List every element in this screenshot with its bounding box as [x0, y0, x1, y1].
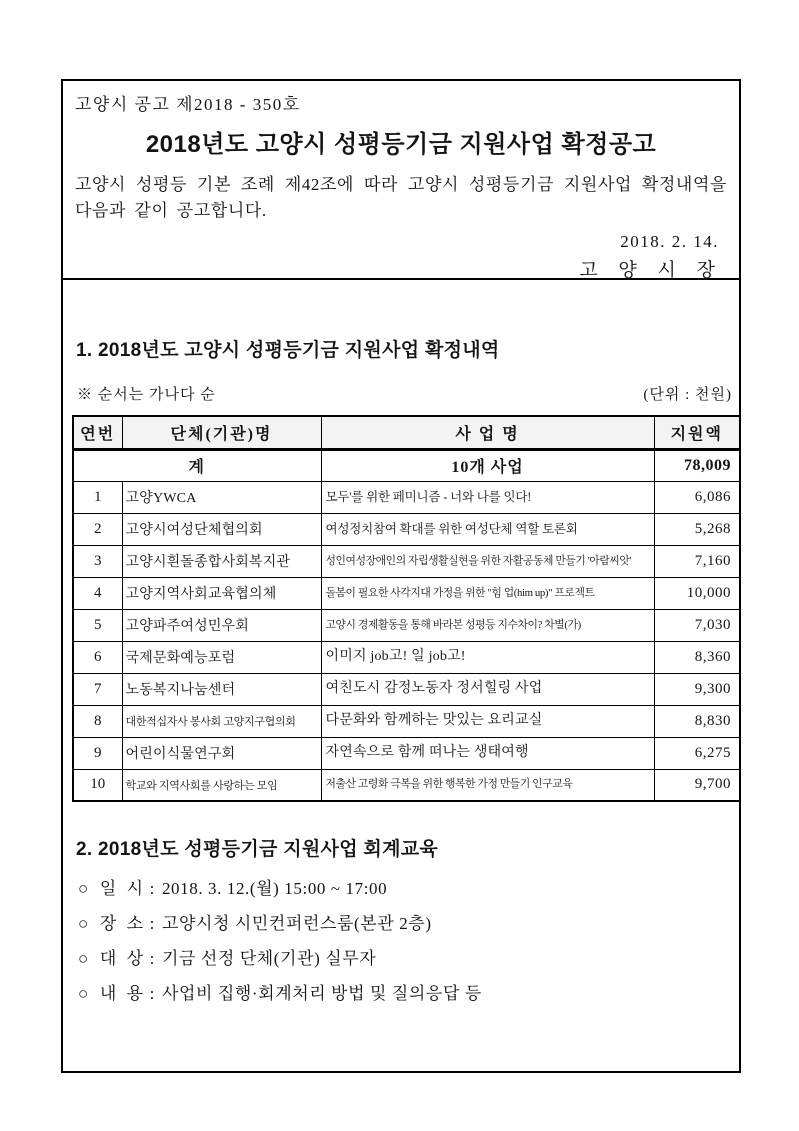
- grants-table-body: [73, 481, 740, 801]
- notice-main-block: [63, 335, 739, 1004]
- notice-body-paragraph: 고양시 성평등 기본 조례 제42조에 따라 고양시 성평등기금 지원사업 확정내역을 다음과 같이 공고합니다.: [75, 175, 727, 221]
- table-note-row: [77, 383, 732, 404]
- education-item-label: 장 소: [99, 914, 144, 933]
- amount-cell: 10,000: [654, 577, 740, 609]
- row-number-cell: 9: [73, 737, 122, 769]
- table-row: [73, 481, 740, 513]
- row-number-cell: 5: [73, 609, 122, 641]
- header-cell-org: 단체(기관)명: [122, 416, 321, 449]
- org-cell: 고양YWCA: [122, 481, 321, 513]
- table-row: [73, 641, 740, 673]
- row-number-cell: 6: [73, 641, 122, 673]
- education-item: [78, 909, 735, 934]
- header-cell-amount: 지원액: [654, 416, 740, 449]
- notice-date: 2018. 2. 14.: [620, 231, 719, 251]
- amount-cell: 7,030: [654, 609, 740, 641]
- education-item-separator: :: [149, 914, 155, 933]
- org-cell: 어린이식물연구회: [122, 737, 321, 769]
- org-cell: 고양시여성단체협의회: [122, 513, 321, 545]
- document-border: [61, 79, 741, 1073]
- education-item-value: 고양시청 시민컨퍼런스룸(본관 2층): [161, 914, 432, 933]
- project-cell: 돌봄이 필요한 사각지대 가정을 위한 "힘 업(him up)" 프로젝트: [321, 577, 654, 609]
- section1-heading: 1. 2018년도 고양시 성평등기금 지원사업 확정내역: [76, 340, 500, 361]
- education-item-label: 내 용: [99, 984, 144, 1003]
- row-number-cell: 8: [73, 705, 122, 737]
- table-row: [73, 609, 740, 641]
- amount-cell: 8,830: [654, 705, 740, 737]
- amount-cell: 8,360: [654, 641, 740, 673]
- org-cell: 고양파주여성민우회: [122, 609, 321, 641]
- grants-table-header: [73, 416, 740, 449]
- project-cell: 모두'를 위한 페미니즘 - 너와 나를 잇다!: [321, 481, 654, 513]
- org-cell: 국제문화예능포럼: [122, 641, 321, 673]
- circle-bullet-icon: ○: [78, 949, 89, 968]
- page-title: 2018년도 고양시 성평등기금 지원사업 확정공고: [145, 131, 657, 158]
- total-label-cell: 계: [73, 449, 321, 481]
- row-number-cell: 10: [73, 769, 122, 801]
- education-item-value: 사업비 집행·회계처리 방법 및 질의응답 등: [161, 984, 482, 1003]
- grants-table: [72, 415, 741, 802]
- education-item-separator: :: [149, 879, 155, 898]
- row-number-cell: 1: [73, 481, 122, 513]
- project-cell: 이미지 job고! 일 job고!: [321, 641, 654, 673]
- amount-cell: 9,300: [654, 673, 740, 705]
- amount-cell: 5,268: [654, 513, 740, 545]
- education-item: [78, 979, 735, 1004]
- amount-cell: 6,086: [654, 481, 740, 513]
- project-cell: 자연속으로 함께 떠나는 생태여행: [321, 737, 654, 769]
- education-item: [78, 944, 735, 969]
- header-row: [73, 416, 740, 449]
- circle-bullet-icon: ○: [78, 879, 89, 898]
- amount-cell: 9,700: [654, 769, 740, 801]
- total-row: [73, 449, 740, 481]
- row-number-cell: 7: [73, 673, 122, 705]
- amount-cell: 6,275: [654, 737, 740, 769]
- project-cell: 고양시 경제활동을 통해 바라본 성평등 지수차이? 차별(가): [321, 609, 654, 641]
- notice-number: 고양시 공고 제2018 - 350호: [75, 95, 301, 114]
- table-row: [73, 737, 740, 769]
- project-cell: 성인여성장애인의 자립생활실현을 위한 자활공동체 만들기 '아람씨앗': [321, 545, 654, 577]
- total-amount-cell: 78,009: [654, 449, 740, 481]
- circle-bullet-icon: ○: [78, 984, 89, 1003]
- education-item-value: 기금 선정 단체(기관) 실무자: [161, 949, 377, 968]
- notice-signer: 고 양 시 장: [579, 259, 723, 281]
- table-row: [73, 673, 740, 705]
- org-cell: 대한적십자사 봉사회 고양지구협의회: [122, 705, 321, 737]
- project-cell: 다문화와 함께하는 맛있는 요리교실: [321, 705, 654, 737]
- education-item-label: 일 시: [99, 879, 144, 898]
- education-item: [78, 874, 735, 899]
- education-item-label: 대 상: [99, 949, 144, 968]
- row-number-cell: 3: [73, 545, 122, 577]
- row-number-cell: 2: [73, 513, 122, 545]
- unit-note: (단위 : 천원): [643, 387, 732, 403]
- education-item-separator: :: [149, 984, 155, 1003]
- project-cell: 저출산 고령화 극복을 위한 행복한 가정 만들기 인구교육: [321, 769, 654, 801]
- table-row: [73, 705, 740, 737]
- section2-heading: 2. 2018년도 성평등기금 지원사업 회계교육: [76, 839, 439, 860]
- org-cell: 노동복지나눔센터: [122, 673, 321, 705]
- org-cell: 학교와 지역사회를 사랑하는 모임: [122, 769, 321, 801]
- org-cell: 고양지역사회교육협의체: [122, 577, 321, 609]
- table-row: [73, 769, 740, 801]
- header-cell-project: 사 업 명: [321, 416, 654, 449]
- row-number-cell: 4: [73, 577, 122, 609]
- project-cell: 여성정치참여 확대를 위한 여성단체 역할 토론회: [321, 513, 654, 545]
- total-project-cell: 10개 사업: [321, 449, 654, 481]
- sort-order-note: ※ 순서는 가나다 순: [77, 387, 216, 403]
- table-row: [73, 545, 740, 577]
- table-row: [73, 577, 740, 609]
- education-item-separator: :: [149, 949, 155, 968]
- education-list: [78, 874, 735, 1004]
- amount-cell: 7,160: [654, 545, 740, 577]
- project-cell: 여친도시 감정노동자 정서힐링 사업: [321, 673, 654, 705]
- header-cell-no: 연번: [73, 416, 122, 449]
- table-row: [73, 513, 740, 545]
- education-item-value: 2018. 3. 12.(월) 15:00 ~ 17:00: [161, 879, 388, 898]
- notice-header-block: [63, 81, 739, 280]
- org-cell: 고양시흰돌종합사회복지관: [122, 545, 321, 577]
- circle-bullet-icon: ○: [78, 914, 89, 933]
